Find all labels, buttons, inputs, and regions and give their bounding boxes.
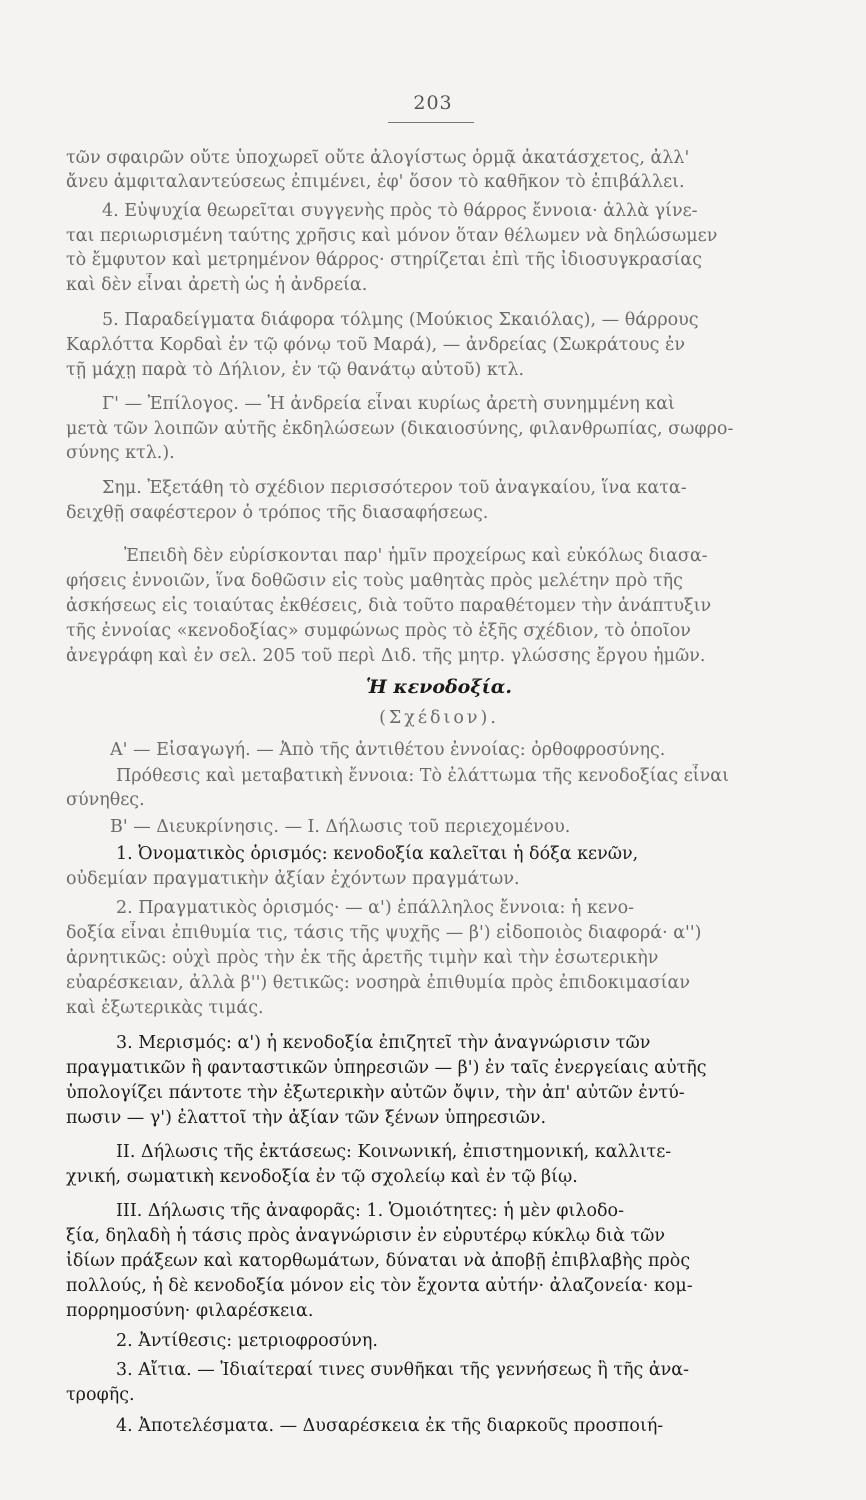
section-title: Ἡ κενοδοξία. [365,676,513,698]
text-line: 5. Παραδείγματα διάφορα τόλμης (Μούκιος Σκαιόλας), — θάρρους [102,310,699,330]
text-line: Α' — Εἰσαγωγή. — Ἀπὸ τῆς ἀντιθέτου ἐννοίας: ὀρθοφροσύνης. [110,740,666,760]
text-line: ἄνευ ἀμφιταλαντεύσεως ἐπιμένει, ἐφ' ὅσον τὸ καθῆκον τὸ ἐπιβάλλει. [66,172,685,192]
text-line: Πρόθεσις καὶ μεταβατικὴ ἔννοια: Τὸ ἐλάττωμα τῆς κενοδοξίας εἶναι [116,766,729,786]
page-number: 203 [413,92,453,114]
text-line: Β' — Διευκρίνησις. — Ι. Δήλωσις τοῦ περιεχομένου. [110,817,571,837]
text-line: ΙΙ. Δήλωσις τῆς ἐκτάσεως: Κοινωνική, ἐπιστημονική, καλλιτε- [116,1142,672,1162]
text-line: ξία, δηλαδὴ ἡ τάσις πρὸς ἀναγνώρισιν ἐν εὐρυτέρῳ κύκλῳ διὰ τῶν [66,1226,666,1246]
text-line: οὐδεμίαν πραγματικὴν ἀξίαν ἐχόντων πραγμάτων. [66,869,520,889]
text-line: πορρημοσύνη· φιλαρέσκεια. [66,1301,314,1321]
text-line: 4. Εὐψυχία θεωρεῖται συγγενὴς πρὸς τὸ θάρρος ἔννοια· ἀλλὰ γίνε- [102,201,698,221]
text-line: δειχθῇ σαφέστερον ὁ τρόπος τῆς διασαφήσεως. [66,503,489,523]
text-line: ἀνεγράφη καὶ ἐν σελ. 205 τοῦ περὶ Διδ. τῆς μητρ. γλώσσης ἔργου ἡμῶν. [66,646,706,666]
text-line: ἀσκήσεως εἰς τοιαύτας ἐκθέσεις, διὰ τοῦτο παραθέτομεν τὴν ἀνάπτυξιν [66,596,712,616]
text-line: ΙΙΙ. Δήλωσις τῆς ἀναφορᾶς: 1. Ὁμοιότητες: ἡ μὲν φιλοδο- [116,1201,624,1221]
text-line: καὶ δὲν εἶναι ἀρετὴ ὡς ἡ ἀνδρεία. [66,275,368,295]
text-line: σύνης κτλ.). [66,443,175,463]
text-line: τροφῆς. [66,1385,135,1405]
page-number-rule [388,122,474,123]
text-line: ὑπολογίζει πάντοτε τὴν ἐξωτερικὴν αὐτῶν ὄψιν, τὴν ἀπ' αὐτῶν ἐντύ- [66,1083,685,1103]
text-line: πραγματικῶν ἢ φανταστικῶν ὑπηρεσιῶν — β') ἐν ταῖς ἐνεργείαις αὐτῆς [66,1058,707,1078]
text-line: Ἐπειδὴ δὲν εὑρίσκονται παρ' ἡμῖν προχείρως καὶ εὐκόλως διασα- [124,546,708,566]
text-line: 3. Μερισμός: α') ἡ κενοδοξία ἐπιζητεῖ τὴν ἀναγνώρισιν τῶν [116,1033,651,1053]
text-line: Σημ. Ἐξετάθη τὸ σχέδιον περισσότερον τοῦ ἀναγκαίου, ἵνα κατα- [102,478,687,498]
text-line: ἀρνητικῶς: οὐχὶ πρὸς τὴν ἐκ τῆς ἀρετῆς τιμὴν καὶ τὴν ἐσωτερικὴν [66,948,659,968]
text-line: τῇ μάχῃ παρὰ τὸ Δήλιον, ἐν τῷ θανάτῳ αὐτοῦ) κτλ. [66,360,525,380]
text-line: 4. Ἀποτελέσματα. — Δυσαρέσκεια ἐκ τῆς διαρκοῦς προσποιή- [116,1416,664,1436]
text-line: πολλούς, ἡ δὲ κενοδοξία μόνον εἰς τὸν ἔχοντα αὐτήν· ἀλαζονεία· κομ- [66,1276,693,1296]
text-line: ται περιωρισμένη ταύτης χρῆσις καὶ μόνον ὅταν θέλωμεν νὰ δηλώσωμεν [66,226,718,246]
text-line: Καρλόττα Κορδαὶ ἐν τῷ φόνῳ τοῦ Μαρά), — ἀνδρείας (Σωκράτους ἐν [66,335,686,355]
text-line: 2. Πραγματικὸς ὁρισμός· — α') ἐπάλληλος ἔννοια: ἡ κενο- [116,898,635,918]
text-line: εὐαρέσκειαν, ἀλλὰ β'') θετικῶς: νοσηρὰ ἐπιθυμία πρὸς ἐπιδοκιμασίαν [66,973,690,993]
text-line: Γ' — Ἐπίλογος. — Ἡ ἀνδρεία εἶναι κυρίως ἀρετὴ συνημμένη καὶ [102,394,675,414]
text-line: πωσιν — γ') ἐλαττοῖ τὴν ἀξίαν τῶν ξένων ὑπηρεσιῶν. [66,1108,547,1128]
text-line: τὸ ἔμφυτον καὶ μετρημένον θάρρος· στηρίζεται ἐπὶ τῆς ἰδιοσυγκρασίας [66,250,703,270]
text-line: σύνηθες. [66,790,145,810]
text-line: φήσεις ἐννοιῶν, ἵνα δοθῶσιν εἰς τοὺς μαθητὰς πρὸς μελέτην πρὸ τῆς [66,571,683,591]
text-line: 3. Αἴτια. — Ἰδιαίτεραί τινες συνθῆκαι τῆς γεννήσεως ἢ τῆς ἀνα- [116,1360,690,1380]
text-line: 1. Ὀνοματικὸς ὁρισμός: κενοδοξία καλεῖται ἡ δόξα κενῶν, [116,844,639,864]
text-line: καὶ ἐξωτερικὰς τιμάς. [66,998,264,1018]
section-subtitle: (Σχέδιον). [379,708,499,728]
text-line: χνική, σωματικὴ κενοδοξία ἐν τῷ σχολείῳ καὶ ἐν τῷ βίῳ. [66,1167,578,1187]
text-line: τῆς ἐννοίας «κενοδοξίας» συμφώνως πρὸς τὸ ἑξῆς σχέδιον, τὸ ὁποῖον [66,621,691,641]
text-line: τῶν σφαιρῶν οὔτε ὑποχωρεῖ οὔτε ἀλογίστως ὁρμᾷ ἀκατάσχετος, ἀλλ' [66,148,690,168]
text-line: μετὰ τῶν λοιπῶν αὐτῆς ἐκδηλώσεων (δικαιοσύνης, φιλανθρωπίας, σωφρο- [66,419,734,439]
text-line: ἰδίων πράξεων καὶ κατορθωμάτων, δύναται νὰ ἀποβῇ ἐπιβλαβὴς πρὸς [66,1251,691,1271]
text-line: 2. Ἀντίθεσις: μετριοφροσύνη. [116,1331,378,1351]
text-line: δοξία εἶναι ἐπιθυμία τις, τάσις τῆς ψυχῆς — β') εἰδοποιὸς διαφορά· α'') [66,923,702,943]
